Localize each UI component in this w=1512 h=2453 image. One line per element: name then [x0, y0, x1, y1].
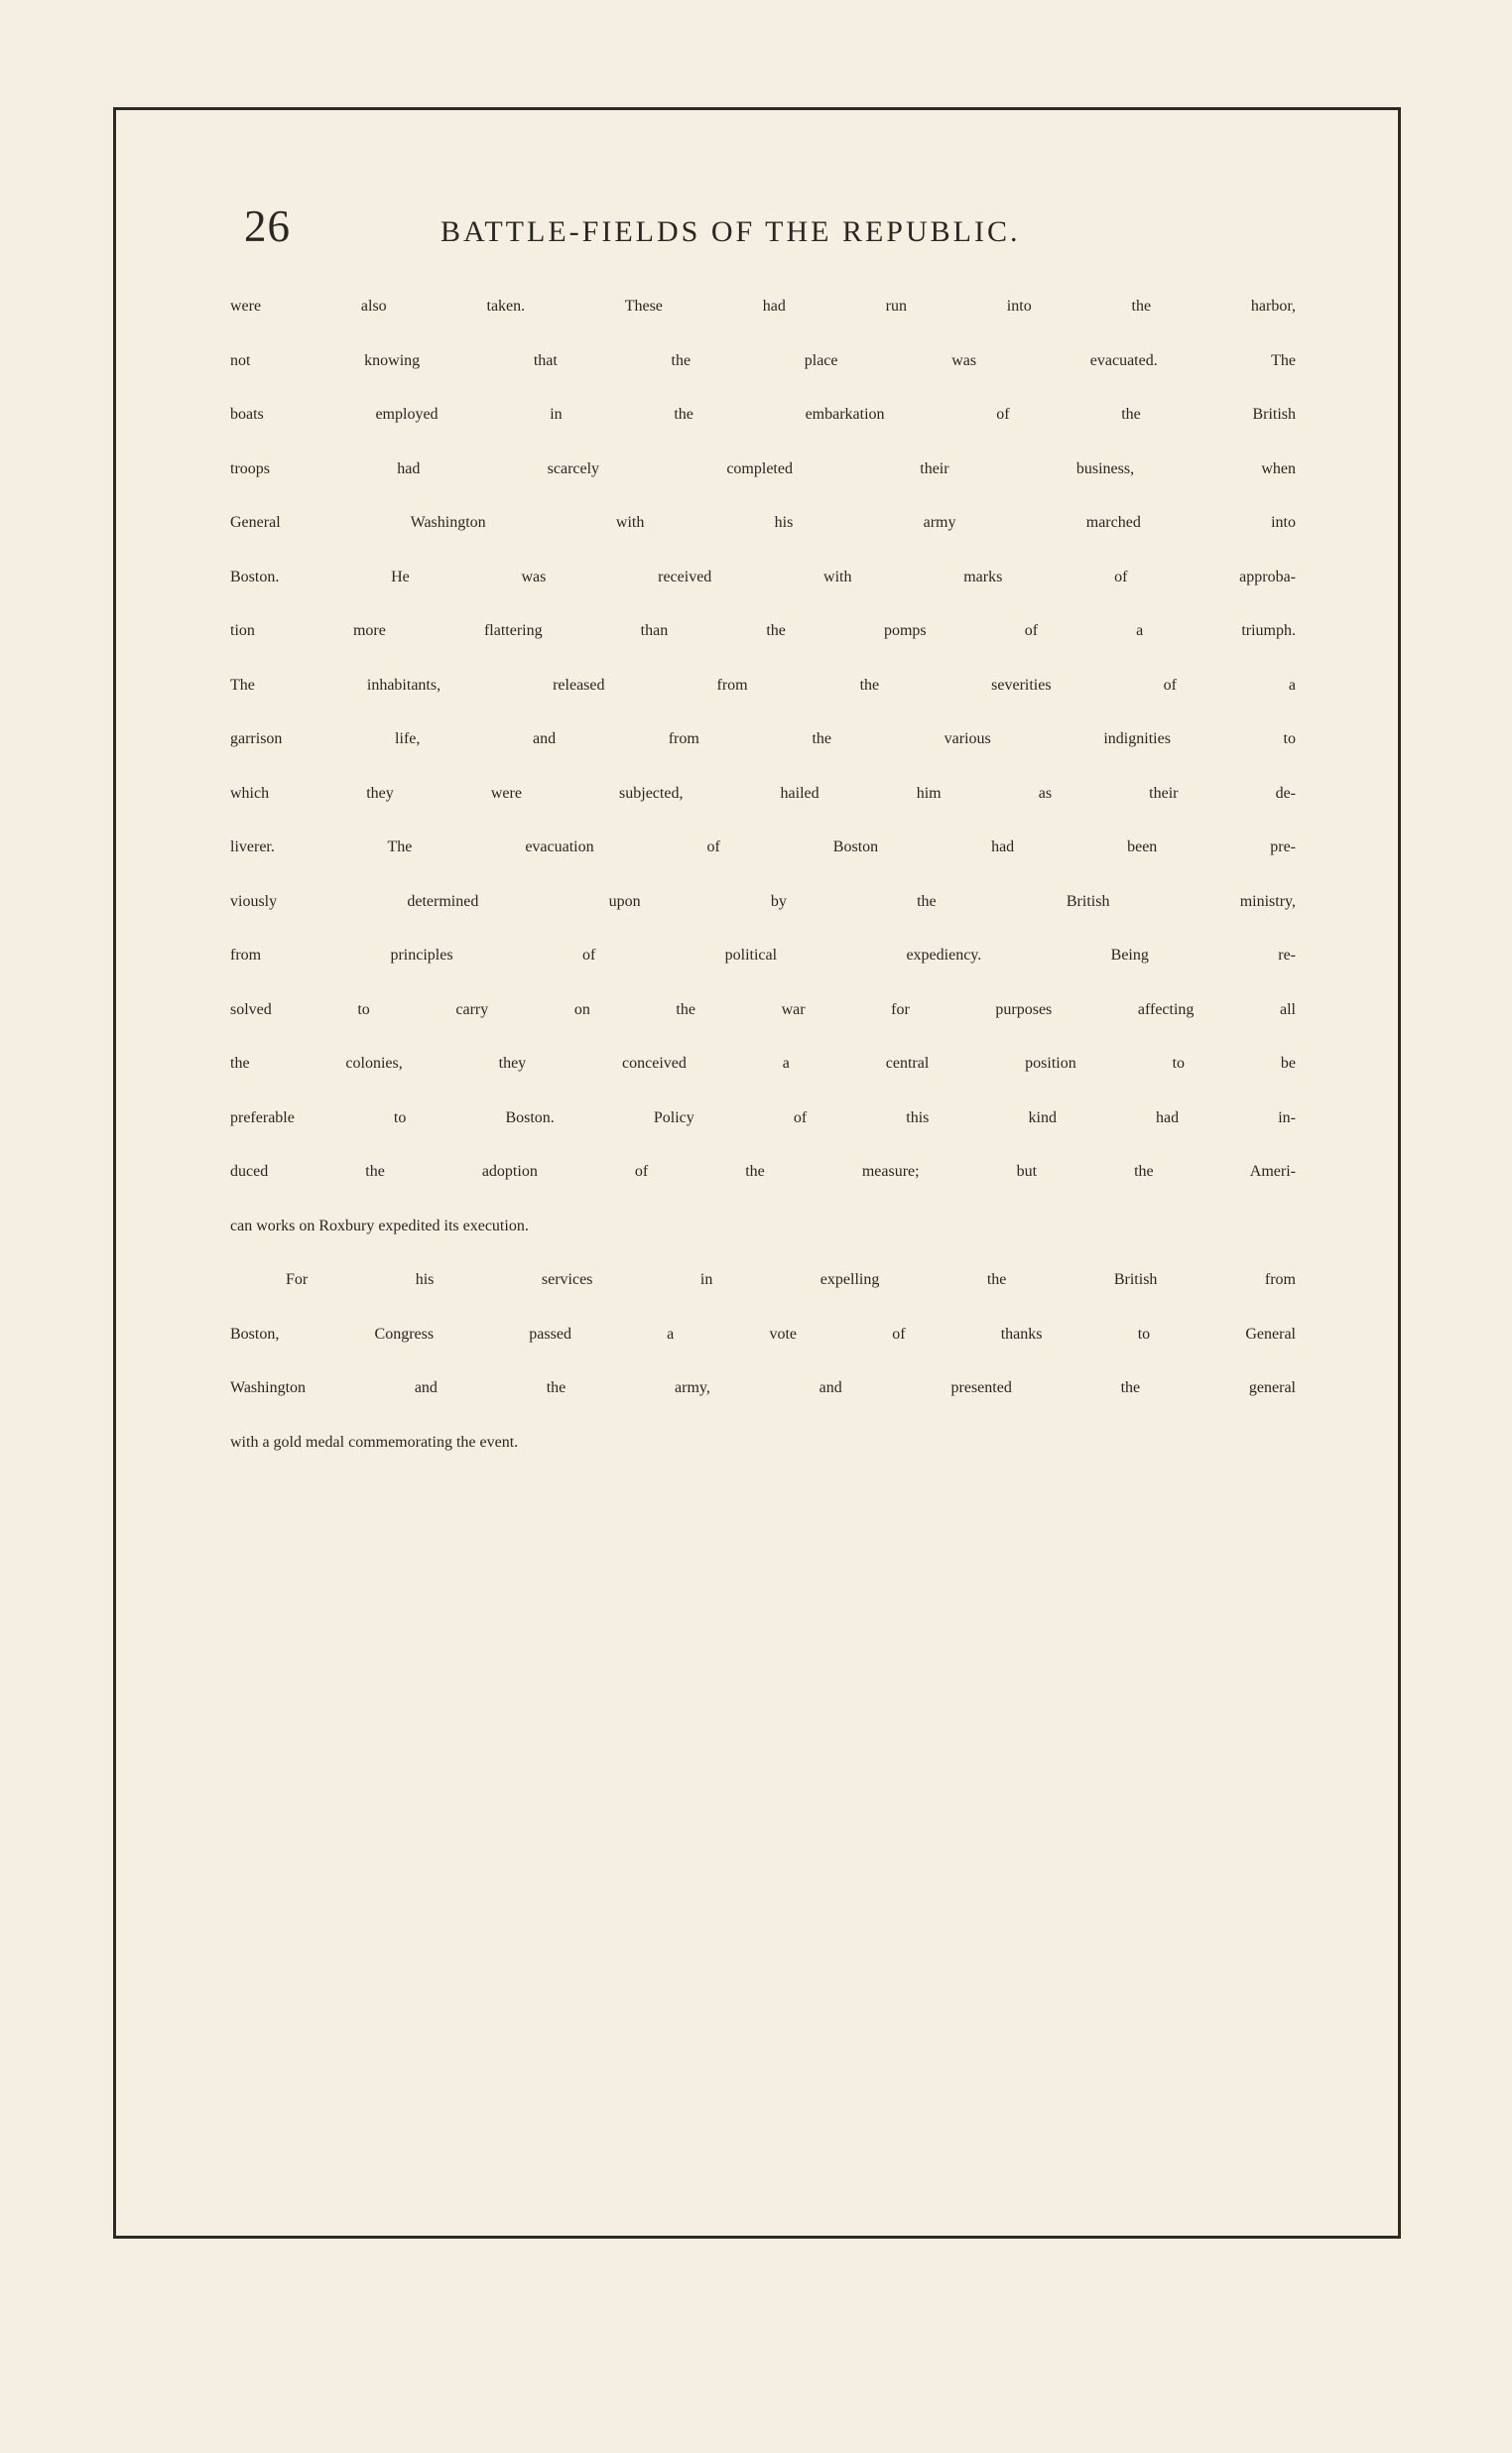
text-line: Boston, Congress passed a vote of thanks to General [230, 1325, 1296, 1343]
text-line: General Washington with his army marched into [230, 514, 1296, 531]
text-line: The inhabitants, released from the severities of a [230, 676, 1296, 694]
text-line: Boston. He was received with marks of approba- [230, 568, 1296, 585]
text-line: were also taken. These had run into the harbor, [230, 298, 1296, 315]
text-line: from principles of political expediency. Being re- [230, 947, 1296, 964]
text-line: boats employed in the embarkation of the British [230, 406, 1296, 423]
text-line: not knowing that the place was evacuated. The [230, 351, 1296, 369]
text-line: preferable to Boston. Policy of this kind had in- [230, 1108, 1296, 1126]
running-head [244, 200, 1087, 260]
body-text [230, 298, 1296, 1487]
text-line: liverer. The evacuation of Boston had been pre- [230, 839, 1296, 855]
text-line: which they were subjected, hailed him as their de- [230, 784, 1296, 802]
paragraph-1 [230, 298, 1296, 1271]
text-line: with a gold medal commemorating the event. [230, 1433, 519, 1451]
text-line: the colonies, they conceived a central position to be [230, 1055, 1296, 1072]
page-number: 26 [244, 201, 291, 251]
text-line: garrison life, and from the various indignities to [230, 730, 1296, 747]
text-line: troops had scarcely completed their business, when [230, 459, 1296, 477]
running-title: BATTLE-FIELDS OF THE REPUBLIC. [441, 215, 1021, 248]
text-line: Washington and the army, and presented the general [230, 1379, 1296, 1396]
text-line: For his services in expelling the British from [286, 1271, 1296, 1288]
text-line: tion more flattering than the pomps of a triumph. [230, 622, 1296, 639]
text-line: viously determined upon by the British ministry, [230, 892, 1296, 910]
text-line: can works on Roxbury expedited its execution. [230, 1217, 529, 1234]
paragraph-2 [230, 1271, 1296, 1487]
text-line: solved to carry on the war for purposes affecting all [230, 1000, 1296, 1018]
text-line: duced the adoption of the measure; but the Ameri- [230, 1163, 1296, 1180]
